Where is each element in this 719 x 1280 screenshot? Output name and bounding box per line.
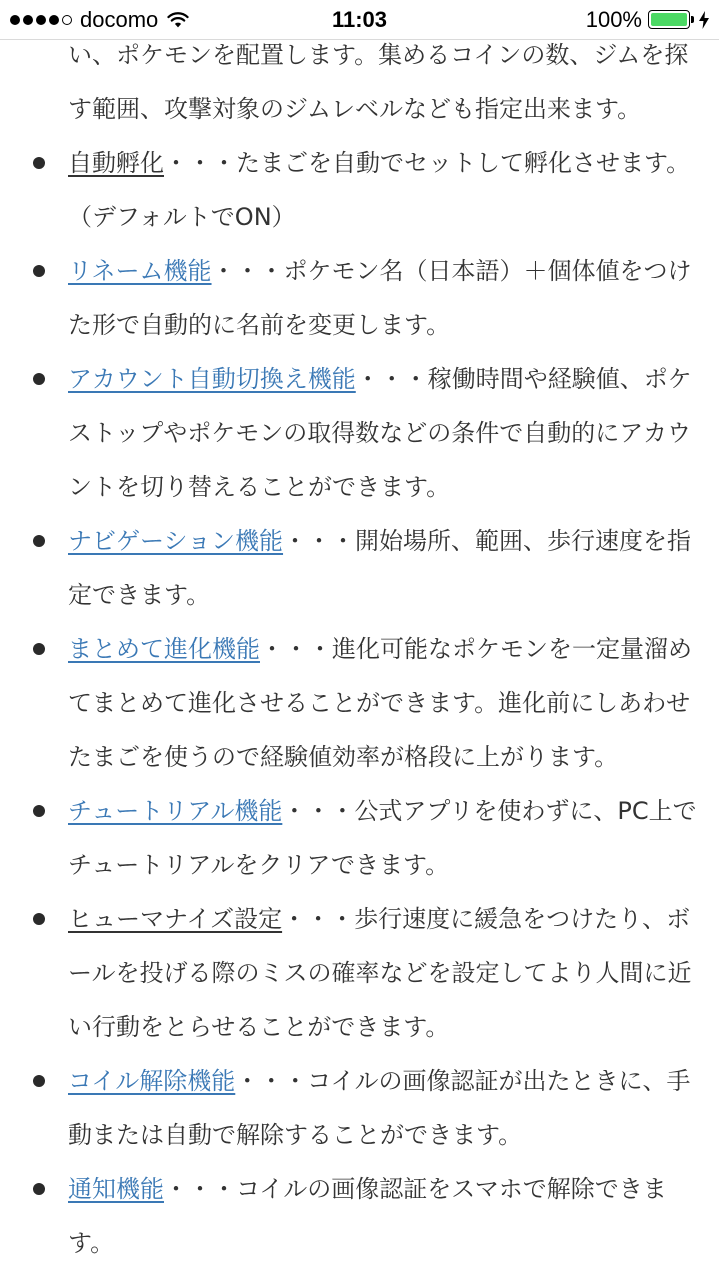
feature-term-link[interactable]: 通知機能 bbox=[68, 1175, 164, 1203]
feature-separator: ・・・ bbox=[282, 905, 355, 933]
feature-term-link[interactable]: コイル解除機能 bbox=[68, 1067, 236, 1095]
feature-list-item bbox=[0, 1054, 719, 1162]
feature-list-item bbox=[0, 892, 719, 1054]
feature-description: 公式アプリを使わずに、PC上でチュートリアルをクリアできます。 bbox=[68, 797, 697, 879]
feature-list bbox=[0, 136, 719, 1270]
bullet-icon bbox=[33, 643, 45, 655]
feature-separator: ・・・ bbox=[260, 635, 332, 663]
feature-term-link[interactable]: まとめて進化機能 bbox=[68, 635, 260, 663]
battery-percent: 100% bbox=[585, 6, 642, 32]
feature-list-item bbox=[0, 514, 719, 622]
bullet-icon bbox=[33, 1075, 45, 1087]
feature-list-item bbox=[0, 244, 719, 352]
feature-description: 稼働時間や経験値、ポケストップやポケモンの取得数などの条件で自動的にアカウントを切り替えることができます。 bbox=[68, 365, 692, 501]
feature-term: ヒューマナイズ設定 bbox=[68, 905, 283, 933]
bullet-icon bbox=[33, 157, 45, 169]
bullet-icon bbox=[33, 805, 45, 817]
feature-separator: ・・・ bbox=[355, 365, 428, 393]
battery-level-fill bbox=[651, 13, 687, 26]
feature-list-item bbox=[0, 136, 719, 244]
bullet-icon bbox=[33, 535, 45, 547]
battery-cap bbox=[691, 16, 694, 23]
article-content bbox=[0, 28, 719, 1270]
bullet-icon bbox=[33, 913, 45, 925]
feature-separator: ・・・ bbox=[282, 797, 355, 825]
feature-term-link[interactable]: ナビゲーション機能 bbox=[68, 527, 284, 555]
feature-term: 自動孵化 bbox=[68, 149, 164, 177]
feature-description: コイルの画像認証をスマホで解除できます。 bbox=[68, 1175, 667, 1257]
feature-term-link[interactable]: リネーム機能 bbox=[68, 257, 212, 285]
feature-description: 開始場所、範囲、歩行速度を指定できます。 bbox=[68, 527, 692, 609]
battery-icon bbox=[648, 10, 690, 29]
bullet-icon bbox=[33, 373, 45, 385]
bullet-icon bbox=[33, 1183, 45, 1195]
bullet-icon bbox=[33, 265, 45, 277]
feature-description: 進化可能なポケモンを一定量溜めてまとめて進化させることができます。進化前にしあわせたまごを使うので経験値効率が格段に上がります。 bbox=[68, 635, 692, 771]
feature-description: 歩行速度に緩急をつけたり、ボールを投げる際のミスの確率などを設定してより人間に近い行動をとらせることができます。 bbox=[68, 905, 692, 1041]
feature-separator: ・・・ bbox=[235, 1067, 308, 1095]
status-time: 11:03 bbox=[331, 7, 388, 32]
feature-term-link[interactable]: チュートリアル機能 bbox=[68, 797, 283, 825]
status-bar bbox=[0, 0, 719, 40]
feature-separator: ・・・ bbox=[211, 257, 284, 285]
feature-list-item bbox=[0, 1162, 719, 1270]
feature-list-item bbox=[0, 622, 719, 784]
feature-list-item bbox=[0, 352, 719, 514]
charging-bolt-icon bbox=[699, 11, 709, 29]
feature-description: たまごを自動でセットして孵化させます。（デフォルトでON） bbox=[68, 149, 691, 231]
feature-description: コイルの画像認証が出たときに、手動または自動で解除することができます。 bbox=[68, 1067, 691, 1149]
feature-description: ポケモン名（日本語）＋個体値をつけた形で自動的に名前を変更します。 bbox=[68, 257, 692, 339]
feature-term-link[interactable]: アカウント自動切換え機能 bbox=[68, 365, 356, 393]
feature-list-item bbox=[0, 784, 719, 892]
feature-separator: ・・・ bbox=[164, 149, 236, 177]
feature-separator: ・・・ bbox=[283, 527, 356, 555]
status-bar-right bbox=[586, 0, 709, 39]
carrier-name: docomo bbox=[80, 6, 159, 32]
feature-separator: ・・・ bbox=[164, 1175, 236, 1203]
lead-paragraph: い、ポケモンを配置します。集めるコインの数、ジムを探す範囲、攻撃対象のジムレベルなども指定出来ます。 bbox=[68, 41, 689, 123]
